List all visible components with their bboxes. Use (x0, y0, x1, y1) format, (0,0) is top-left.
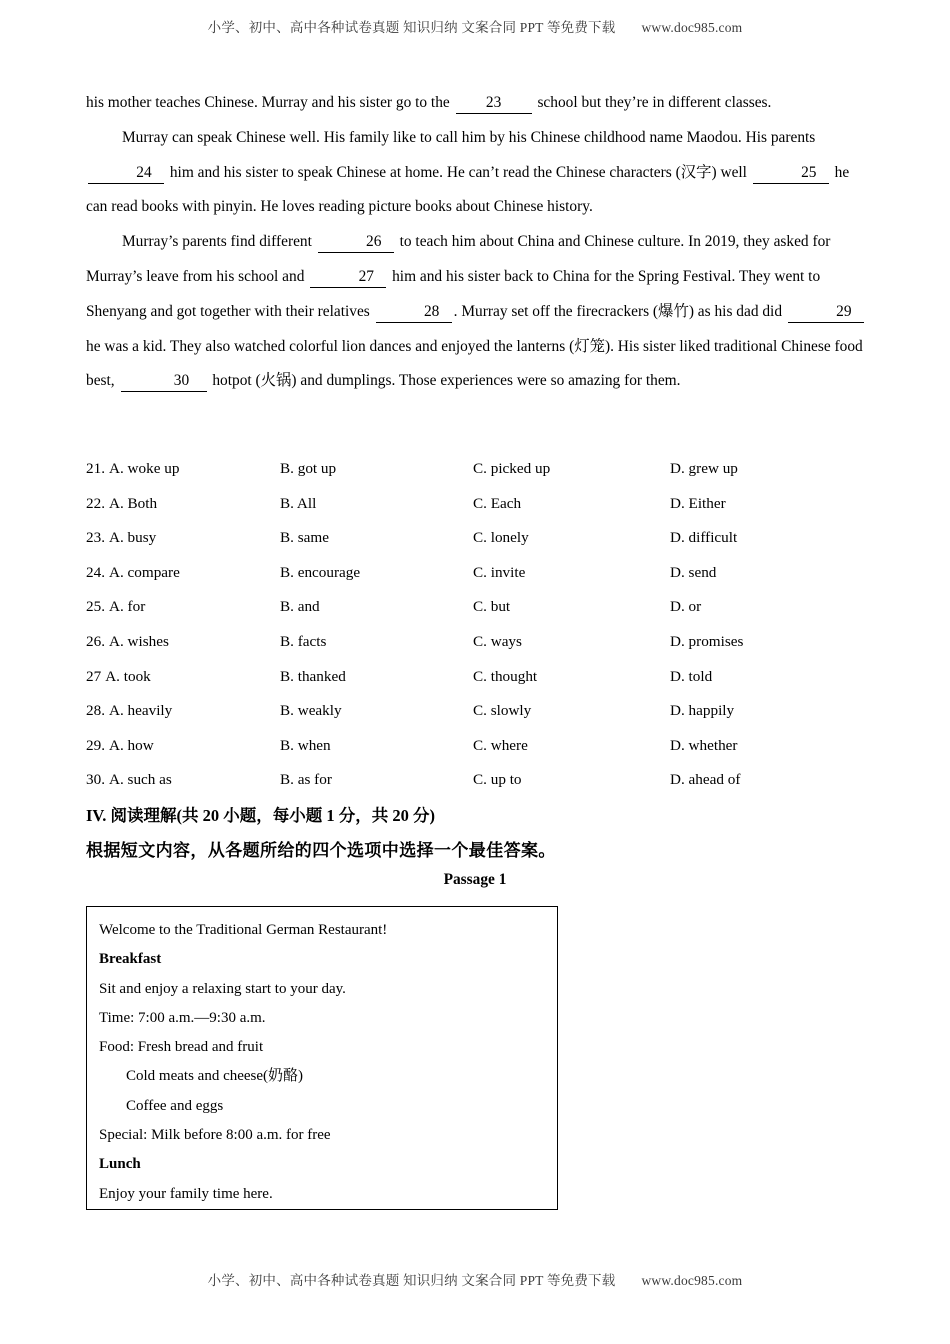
option-choice[interactable] (86, 452, 179, 487)
option-label: C. thought (473, 667, 538, 685)
restaurant-menu-box (86, 906, 558, 1210)
menu-line-breakfast-time: Time: 7:00 a.m.—9:30 a.m. (99, 1009, 266, 1026)
passage-text: his mother teaches Chinese. Murray and his sister go to the (86, 94, 454, 111)
cloze-blank-26: 26 (318, 232, 394, 253)
option-label: D. Either (670, 494, 726, 512)
option-label: B. same (280, 529, 329, 547)
passage-text: hotpot (火锅) and dumplings. Those experiences were so amazing for them. (208, 372, 681, 390)
menu-line-breakfast-food-3: Coffee and eggs (126, 1097, 224, 1114)
passage-text: Murray can speak Chinese well. His family like to call him by his Chinese childhood name Maodou. His parents (122, 128, 816, 146)
option-choice[interactable] (670, 487, 726, 522)
option-choice[interactable] (670, 694, 734, 729)
option-label: D. whether (670, 736, 738, 754)
option-number: 25. (86, 598, 105, 616)
option-choice[interactable] (670, 452, 738, 487)
option-label: D. promises (670, 632, 744, 650)
option-row (86, 660, 876, 695)
option-label: D. difficult (670, 529, 738, 547)
option-label: A. took (105, 667, 151, 685)
option-label: B. weakly (280, 702, 342, 720)
option-choice[interactable] (86, 556, 180, 591)
option-label: A. Both (108, 494, 158, 512)
option-row (86, 521, 876, 556)
option-choice[interactable] (473, 590, 510, 625)
option-choice[interactable] (473, 452, 550, 487)
option-row (86, 590, 876, 625)
option-choice[interactable] (670, 556, 716, 591)
option-label: A. compare (108, 563, 180, 581)
menu-line-breakfast-food-2: Cold meats and cheese(奶酪) (126, 1068, 304, 1085)
option-label: D. happily (670, 702, 735, 720)
passage-text: him and his sister to speak Chinese at home. He can’t read the Chinese characters (汉字) well (166, 163, 751, 181)
option-label: C. picked up (473, 460, 551, 477)
footer-watermark-text: 小学、初中、高中各种试卷真题 知识归纳 文案合同 PPT 等免费下载 (207, 1273, 616, 1288)
passage-paragraph (86, 121, 866, 225)
option-choice[interactable] (280, 556, 360, 591)
option-row (86, 556, 876, 591)
option-label: C. ways (473, 632, 522, 650)
option-label: B. encourage (280, 563, 361, 581)
option-choice[interactable] (86, 590, 145, 625)
option-number: 22. (86, 494, 105, 512)
option-choice[interactable] (280, 590, 320, 625)
option-label: A. for (108, 598, 146, 616)
option-row (86, 452, 876, 487)
cloze-blank-24: 24 (88, 163, 164, 184)
option-choice[interactable] (473, 625, 522, 660)
passage-text: school but they’re in different classes. (533, 94, 772, 111)
option-number: 23. (86, 529, 105, 547)
menu-line-welcome: Welcome to the Traditional German Restaurant! (99, 922, 388, 938)
passage-text: to teach him about China and Chinese culture. In 2019, they asked for Murray’s leave from his school and (86, 233, 831, 285)
option-choice[interactable] (280, 521, 329, 556)
option-label: C. slowly (473, 702, 532, 720)
option-label: B. and (280, 598, 320, 616)
option-choice[interactable] (86, 763, 172, 798)
passage-text: Murray’s parents find different (122, 233, 316, 251)
option-label: C. lonely (473, 529, 529, 547)
option-choice[interactable] (86, 487, 157, 522)
menu-line-lunch-heading: Lunch (99, 1156, 141, 1173)
cloze-blank-30: 30 (121, 371, 207, 392)
footer-watermark (0, 1269, 950, 1289)
option-label: A. heavily (108, 702, 173, 720)
option-number: 26. (86, 632, 105, 650)
option-row (86, 487, 876, 522)
option-label: A. such as (108, 771, 172, 789)
option-label: C. where (473, 736, 528, 754)
menu-line-breakfast-food: Food: Fresh bread and fruit (99, 1039, 264, 1056)
option-label: B. when (280, 736, 331, 754)
option-choice[interactable] (670, 590, 701, 625)
option-label: B. thanked (280, 667, 346, 685)
option-choice[interactable] (670, 521, 737, 556)
cloze-blank-28: 28 (376, 302, 452, 323)
option-label: D. grew up (670, 460, 738, 477)
option-choice[interactable] (670, 625, 743, 660)
option-choice[interactable] (670, 763, 740, 798)
section-heading: IV. 阅读理解(共 20 小题，每小题 1 分，共 20 分) (86, 806, 435, 825)
passage-text: he can read books with pinyin. He loves reading picture books about Chinese history. (86, 163, 850, 216)
header-watermark-url: www.doc985.com (641, 20, 743, 35)
menu-line-breakfast-special: Special: Milk before 8:00 a.m. for free (99, 1127, 331, 1144)
option-choice[interactable] (473, 487, 521, 522)
option-row (86, 763, 876, 798)
option-label: C. up to (473, 771, 522, 789)
option-choice[interactable] (280, 452, 336, 487)
cloze-passage (86, 86, 866, 399)
header-watermark (0, 16, 950, 36)
footer-watermark-url: www.doc985.com (641, 1273, 743, 1288)
option-label: D. or (670, 598, 702, 616)
menu-line-breakfast-heading: Breakfast (99, 951, 162, 968)
option-row (86, 729, 876, 764)
option-label: B. All (280, 494, 317, 512)
option-label: A. busy (108, 529, 157, 547)
option-choice[interactable] (86, 729, 154, 764)
option-label: B. facts (280, 632, 327, 650)
cloze-blank-25: 25 (753, 163, 829, 184)
option-row (86, 625, 876, 660)
options-list (86, 452, 876, 798)
option-choice[interactable] (86, 625, 169, 660)
option-label: C. Each (473, 494, 522, 512)
option-choice[interactable] (280, 763, 332, 798)
option-choice[interactable] (280, 660, 346, 695)
option-label: B. got up (280, 460, 337, 477)
option-number: 21. (86, 460, 105, 477)
option-choice[interactable] (473, 694, 531, 729)
option-choice[interactable] (280, 729, 331, 764)
cloze-blank-29: 29 (788, 302, 864, 323)
passage-text: . Murray set off the firecrackers (爆竹) as his dad did (453, 302, 786, 320)
passage-text: he was a kid. They also watched colorful lion dances and enjoyed the lanterns (灯笼). His sister liked traditional Chinese food best, (86, 337, 863, 390)
section-instruction: 根据短文内容，从各题所给的四个选项中选择一个最佳答案。 (86, 841, 556, 860)
option-choice[interactable] (473, 729, 528, 764)
option-choice[interactable] (473, 660, 537, 695)
option-label: D. send (670, 563, 717, 581)
option-number: 24. (86, 563, 105, 581)
passage-text: him and his sister back to China for the Spring Festival. They went to Shenyang and got together with their relatives (86, 267, 821, 320)
option-choice[interactable] (280, 694, 342, 729)
option-label: B. as for (280, 771, 332, 789)
option-label: D. told (670, 667, 713, 685)
option-number: 27 (86, 667, 102, 685)
passage-paragraph (86, 225, 866, 399)
option-choice[interactable] (86, 694, 172, 729)
option-label: C. invite (473, 563, 526, 581)
option-label: A. woke up (108, 460, 180, 477)
cloze-blank-27: 27 (310, 267, 386, 288)
passage-label: Passage 1 (443, 871, 507, 888)
option-row (86, 694, 876, 729)
restaurant-menu-content (87, 907, 557, 1209)
option-label: A. wishes (108, 632, 169, 650)
option-number: 29. (86, 736, 105, 754)
option-choice[interactable] (473, 556, 525, 591)
option-choice[interactable] (280, 487, 316, 522)
option-label: A. how (108, 736, 154, 754)
menu-line-lunch-tagline: Enjoy your family time here. (99, 1185, 273, 1202)
option-number: 30. (86, 771, 105, 789)
option-choice[interactable] (473, 763, 522, 798)
header-watermark-text: 小学、初中、高中各种试卷真题 知识归纳 文案合同 PPT 等免费下载 (207, 20, 616, 35)
menu-line-breakfast-tagline: Sit and enjoy a relaxing start to your day. (99, 980, 346, 997)
option-choice[interactable] (670, 729, 737, 764)
option-number: 28. (86, 702, 105, 720)
option-choice[interactable] (86, 660, 151, 695)
option-choice[interactable] (86, 521, 156, 556)
option-choice[interactable] (473, 521, 529, 556)
passage-paragraph (86, 86, 866, 121)
cloze-blank-23: 23 (456, 93, 532, 114)
option-choice[interactable] (670, 660, 712, 695)
option-label: C. but (473, 598, 511, 616)
option-choice[interactable] (280, 625, 326, 660)
option-label: D. ahead of (670, 771, 741, 789)
